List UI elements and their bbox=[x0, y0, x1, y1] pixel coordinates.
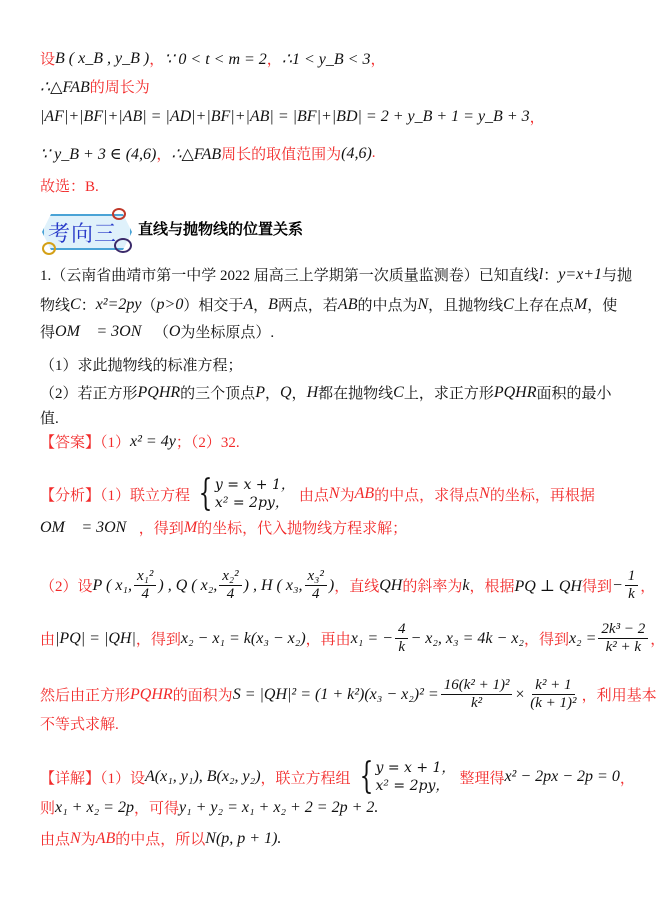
text-span: 为 bbox=[80, 832, 96, 848]
text-span: （2）设 bbox=[40, 579, 93, 595]
text-span: 1.（云南省曲靖市第一中学 2022 届高三上学期第一次质量监测卷）已知直线 bbox=[40, 268, 539, 284]
fraction bbox=[527, 677, 579, 712]
math-expression: ∴△FAB bbox=[40, 78, 90, 96]
text-span: （2）若正方形 bbox=[40, 386, 138, 402]
text-line bbox=[40, 321, 622, 342]
fraction-denominator: (k + 1)² bbox=[530, 695, 577, 711]
math-expression: ∴1 < y_B < 3 bbox=[281, 50, 371, 68]
math-expression: AB bbox=[337, 295, 358, 313]
fraction-numerator: 4 bbox=[395, 621, 409, 639]
equation-row: y = x + 1， bbox=[375, 760, 456, 776]
text-span: ， bbox=[253, 298, 269, 314]
text-span: 设 bbox=[40, 52, 56, 68]
fraction-denominator: 4 bbox=[311, 586, 320, 602]
text-span: ）相交于 bbox=[183, 298, 244, 314]
math-expression: N bbox=[417, 295, 429, 313]
left-brace-icon: { bbox=[359, 756, 373, 797]
text-line bbox=[40, 76, 622, 97]
text-span: ，可得 bbox=[133, 801, 179, 817]
fraction-denominator: 4 bbox=[226, 586, 235, 602]
text-span: 【分析】（1）联立方程 bbox=[40, 487, 191, 504]
equation-row: x² = 2py， bbox=[214, 495, 289, 511]
text-span: ， bbox=[266, 52, 282, 68]
text-span: （1）求此抛物线的标准方程； bbox=[40, 358, 243, 374]
fraction bbox=[219, 568, 241, 603]
badge-decoration-icon bbox=[42, 242, 56, 255]
text-span: ， bbox=[291, 386, 307, 402]
equation-system bbox=[355, 756, 456, 797]
text-span: ， bbox=[529, 110, 545, 126]
text-span: ，得到 bbox=[138, 521, 184, 537]
math-expression: (4,6) bbox=[341, 144, 372, 162]
text-span: 都在抛物线 bbox=[318, 386, 394, 402]
equation-row: x² = 2py， bbox=[375, 778, 450, 794]
math-expression: N bbox=[479, 485, 490, 502]
text-line bbox=[40, 354, 622, 375]
fraction bbox=[598, 621, 648, 656]
text-span: ，根据 bbox=[469, 579, 515, 595]
math-expression: |PQ| = |QH| bbox=[55, 629, 136, 647]
math-expression: N bbox=[70, 829, 81, 847]
text-line bbox=[40, 797, 622, 818]
equation-system bbox=[194, 473, 295, 514]
fraction-numerator: x₂² bbox=[219, 568, 241, 586]
math-expression: PQHR bbox=[137, 383, 181, 401]
text-span: 上存在点 bbox=[513, 298, 574, 314]
text-line bbox=[40, 294, 622, 315]
text-line bbox=[40, 756, 635, 797]
text-line bbox=[40, 621, 665, 656]
math-expression: − x₂, x₃ = 4k − x₂ bbox=[410, 629, 524, 647]
badge-decoration-icon bbox=[112, 208, 126, 220]
fraction-numerator: x₃² bbox=[305, 568, 327, 586]
math-expression: B ( x_B , y_B ) bbox=[55, 49, 150, 67]
math-expression: M bbox=[183, 518, 198, 536]
text-line bbox=[40, 175, 622, 196]
text-span: 的中点，所以 bbox=[115, 832, 206, 848]
text-line bbox=[40, 382, 622, 403]
math-expression: x²=2py bbox=[95, 295, 142, 313]
text-span: ， bbox=[640, 579, 656, 595]
math-expression: C bbox=[503, 295, 514, 313]
math-expression: B bbox=[268, 295, 278, 313]
text-line bbox=[40, 517, 622, 538]
text-span: . bbox=[371, 145, 376, 161]
text-span: 然后由正方形 bbox=[40, 688, 131, 704]
math-expression: A bbox=[243, 295, 254, 313]
math-expression: p>0 bbox=[156, 295, 184, 313]
text-span: 的三个顶点 bbox=[180, 386, 256, 402]
math-expression: x₁ + x₂ = 2p bbox=[55, 798, 134, 816]
equation-rows bbox=[215, 476, 295, 512]
text-span: 得 bbox=[40, 325, 56, 341]
text-span: ， bbox=[619, 770, 635, 787]
section-badge bbox=[38, 208, 134, 252]
text-span: 的面积为 bbox=[172, 688, 233, 704]
text-line bbox=[40, 713, 622, 734]
text-span: ，得到 bbox=[135, 632, 181, 648]
math-expression: PQ ⊥ QH bbox=[514, 577, 582, 595]
math-expression: l bbox=[538, 265, 544, 283]
math-expression: AB bbox=[95, 829, 116, 847]
math-expression: y₁ + y₂ = x₁ + x₂ + 2 = 2p + 2. bbox=[178, 798, 379, 816]
text-line bbox=[40, 106, 622, 127]
text-span: ， bbox=[156, 147, 172, 163]
fraction bbox=[305, 568, 327, 603]
math-expression: C bbox=[393, 383, 404, 401]
math-expression: x₂ = bbox=[568, 629, 597, 647]
text-span: 为 bbox=[339, 487, 355, 504]
badge-decoration-icon bbox=[114, 238, 132, 253]
fraction bbox=[134, 568, 156, 603]
math-expression: × bbox=[514, 685, 526, 703]
text-span: 故选：B. bbox=[40, 179, 99, 195]
text-span: 的中点为 bbox=[357, 298, 418, 314]
text-span: （ bbox=[153, 325, 169, 341]
text-span: 由点 bbox=[298, 487, 329, 504]
text-span: ，再由 bbox=[305, 632, 351, 648]
text-span: ，利用基本 bbox=[581, 688, 657, 704]
fraction-numerator: k² + 1 bbox=[532, 677, 574, 695]
text-span: 的周长为 bbox=[89, 80, 150, 96]
math-expression: PQHR bbox=[130, 685, 173, 703]
math-expression: ∴△FAB bbox=[171, 145, 222, 163]
text-span: ，联立方程组 bbox=[260, 770, 351, 787]
math-expression: x² = 4y bbox=[130, 432, 176, 450]
math-expression: Q bbox=[279, 383, 292, 401]
math-expression: H bbox=[306, 383, 319, 401]
math-expression: N bbox=[328, 485, 340, 502]
text-span: 面积的最小 bbox=[536, 386, 612, 402]
left-brace-icon: { bbox=[198, 473, 213, 514]
text-span: 上，求正方形 bbox=[403, 386, 494, 402]
text-span: 的斜率为 bbox=[402, 579, 463, 595]
text-span: 与抛 bbox=[602, 268, 633, 284]
math-expression: O bbox=[168, 322, 181, 340]
fraction-denominator: k bbox=[398, 639, 406, 655]
text-span: ，直线 bbox=[334, 579, 380, 595]
math-expression: P bbox=[255, 383, 265, 401]
text-span: 得到 bbox=[581, 579, 612, 595]
text-span: 不等式求解. bbox=[40, 717, 119, 733]
text-span: ，且抛物线 bbox=[428, 298, 504, 314]
text-span: 【答案】（1） bbox=[40, 435, 131, 451]
math-expression: A(x₁, y₁), B(x₂, y₂) bbox=[145, 768, 261, 785]
text-span: 整理得 bbox=[459, 770, 505, 787]
math-expression: − bbox=[611, 576, 623, 594]
text-span: ： bbox=[543, 268, 559, 284]
math-expression: ∵ y_B + 3 ∈ (4,6) bbox=[40, 145, 157, 163]
text-line bbox=[40, 264, 633, 285]
text-span: ， bbox=[264, 386, 280, 402]
math-expression: y=x+1 bbox=[558, 265, 603, 283]
text-line bbox=[40, 828, 622, 849]
text-line bbox=[40, 431, 622, 452]
math-expression: P ( x₁, bbox=[92, 576, 132, 594]
fraction-denominator: k bbox=[628, 586, 635, 602]
math-expression: OM⃗ = 3ON⃗ bbox=[55, 322, 154, 340]
math-expression: AB bbox=[354, 485, 375, 502]
text-span: 【详解】（1）设 bbox=[40, 770, 146, 787]
text-span: ， bbox=[650, 632, 665, 648]
math-expression: ∵ 0 < t < m = 2 bbox=[164, 50, 267, 68]
math-expression: OM⃗ = 3ON⃗ bbox=[40, 518, 139, 536]
math-expression: x² − 2px − 2p = 0 bbox=[504, 768, 620, 785]
text-line bbox=[40, 677, 657, 712]
text-span: 则 bbox=[40, 801, 56, 817]
text-span: （ bbox=[141, 298, 157, 314]
math-expression: x₂ − x₁ = k(x₃ − x₂) bbox=[180, 629, 306, 647]
text-span: 值. bbox=[40, 411, 59, 427]
fraction-numerator: 16(k² + 1)² bbox=[441, 677, 513, 695]
text-span: ， bbox=[370, 52, 386, 68]
math-expression: x₁ = − bbox=[350, 629, 393, 647]
fraction bbox=[395, 621, 409, 656]
math-expression: S = |QH|² = (1 + k²)(x₃ − x₂)² = bbox=[232, 685, 439, 703]
fraction bbox=[625, 568, 639, 603]
fraction-denominator: 4 bbox=[141, 586, 149, 602]
math-expression: ) , Q ( x₂, bbox=[158, 576, 218, 594]
text-span: ： bbox=[80, 298, 96, 314]
fraction-numerator: 2k³ − 2 bbox=[598, 621, 648, 639]
badge-label: 考向三 bbox=[48, 222, 118, 247]
math-expression: QH bbox=[379, 576, 403, 594]
math-expression: k bbox=[462, 576, 470, 594]
equation-row: y = x + 1， bbox=[214, 477, 295, 493]
text-line bbox=[40, 568, 656, 603]
text-line bbox=[40, 473, 622, 514]
text-span: 由点 bbox=[40, 832, 71, 848]
math-expression: ) bbox=[328, 576, 335, 594]
text-span: ， bbox=[149, 52, 165, 68]
text-span: 周长的取值范围为 bbox=[221, 147, 342, 163]
math-expression: C bbox=[70, 295, 81, 313]
math-expression: PQHR bbox=[493, 383, 537, 401]
text-line bbox=[40, 48, 622, 69]
text-span: ；（2）32. bbox=[175, 435, 240, 451]
text-span: 为坐标原点）. bbox=[180, 325, 275, 341]
text-line bbox=[40, 143, 622, 164]
equation-rows bbox=[375, 759, 455, 795]
math-expression: M bbox=[573, 295, 588, 313]
text-span: 物线 bbox=[40, 298, 71, 314]
fraction-numerator: x₁² bbox=[134, 568, 156, 586]
fraction-denominator: k² + k bbox=[605, 639, 642, 655]
section-title: 直线与抛物线的位置关系 bbox=[138, 220, 304, 238]
fraction-numerator: 1 bbox=[625, 568, 639, 586]
text-span: 的坐标，再根据 bbox=[489, 487, 595, 504]
math-expression: N(p, p + 1). bbox=[205, 829, 282, 847]
text-span: ，使 bbox=[587, 298, 618, 314]
text-span: ，得到 bbox=[523, 632, 569, 648]
math-expression: ) , H ( x₃, bbox=[243, 576, 303, 594]
math-expression: |AF|+|BF|+|AB| = |AD|+|BF|+|AB| = |BF|+|BD| = 2 + y_B + 1 = y_B + 3 bbox=[40, 107, 530, 125]
fraction bbox=[441, 677, 513, 712]
text-span: 的坐标，代入抛物线方程求解； bbox=[197, 521, 408, 537]
text-span: 两点，若 bbox=[277, 298, 338, 314]
text-span: 由 bbox=[40, 632, 56, 648]
text-span: 的中点，求得点 bbox=[374, 487, 480, 504]
text-line bbox=[40, 407, 622, 428]
fraction-denominator: k² bbox=[471, 695, 483, 711]
